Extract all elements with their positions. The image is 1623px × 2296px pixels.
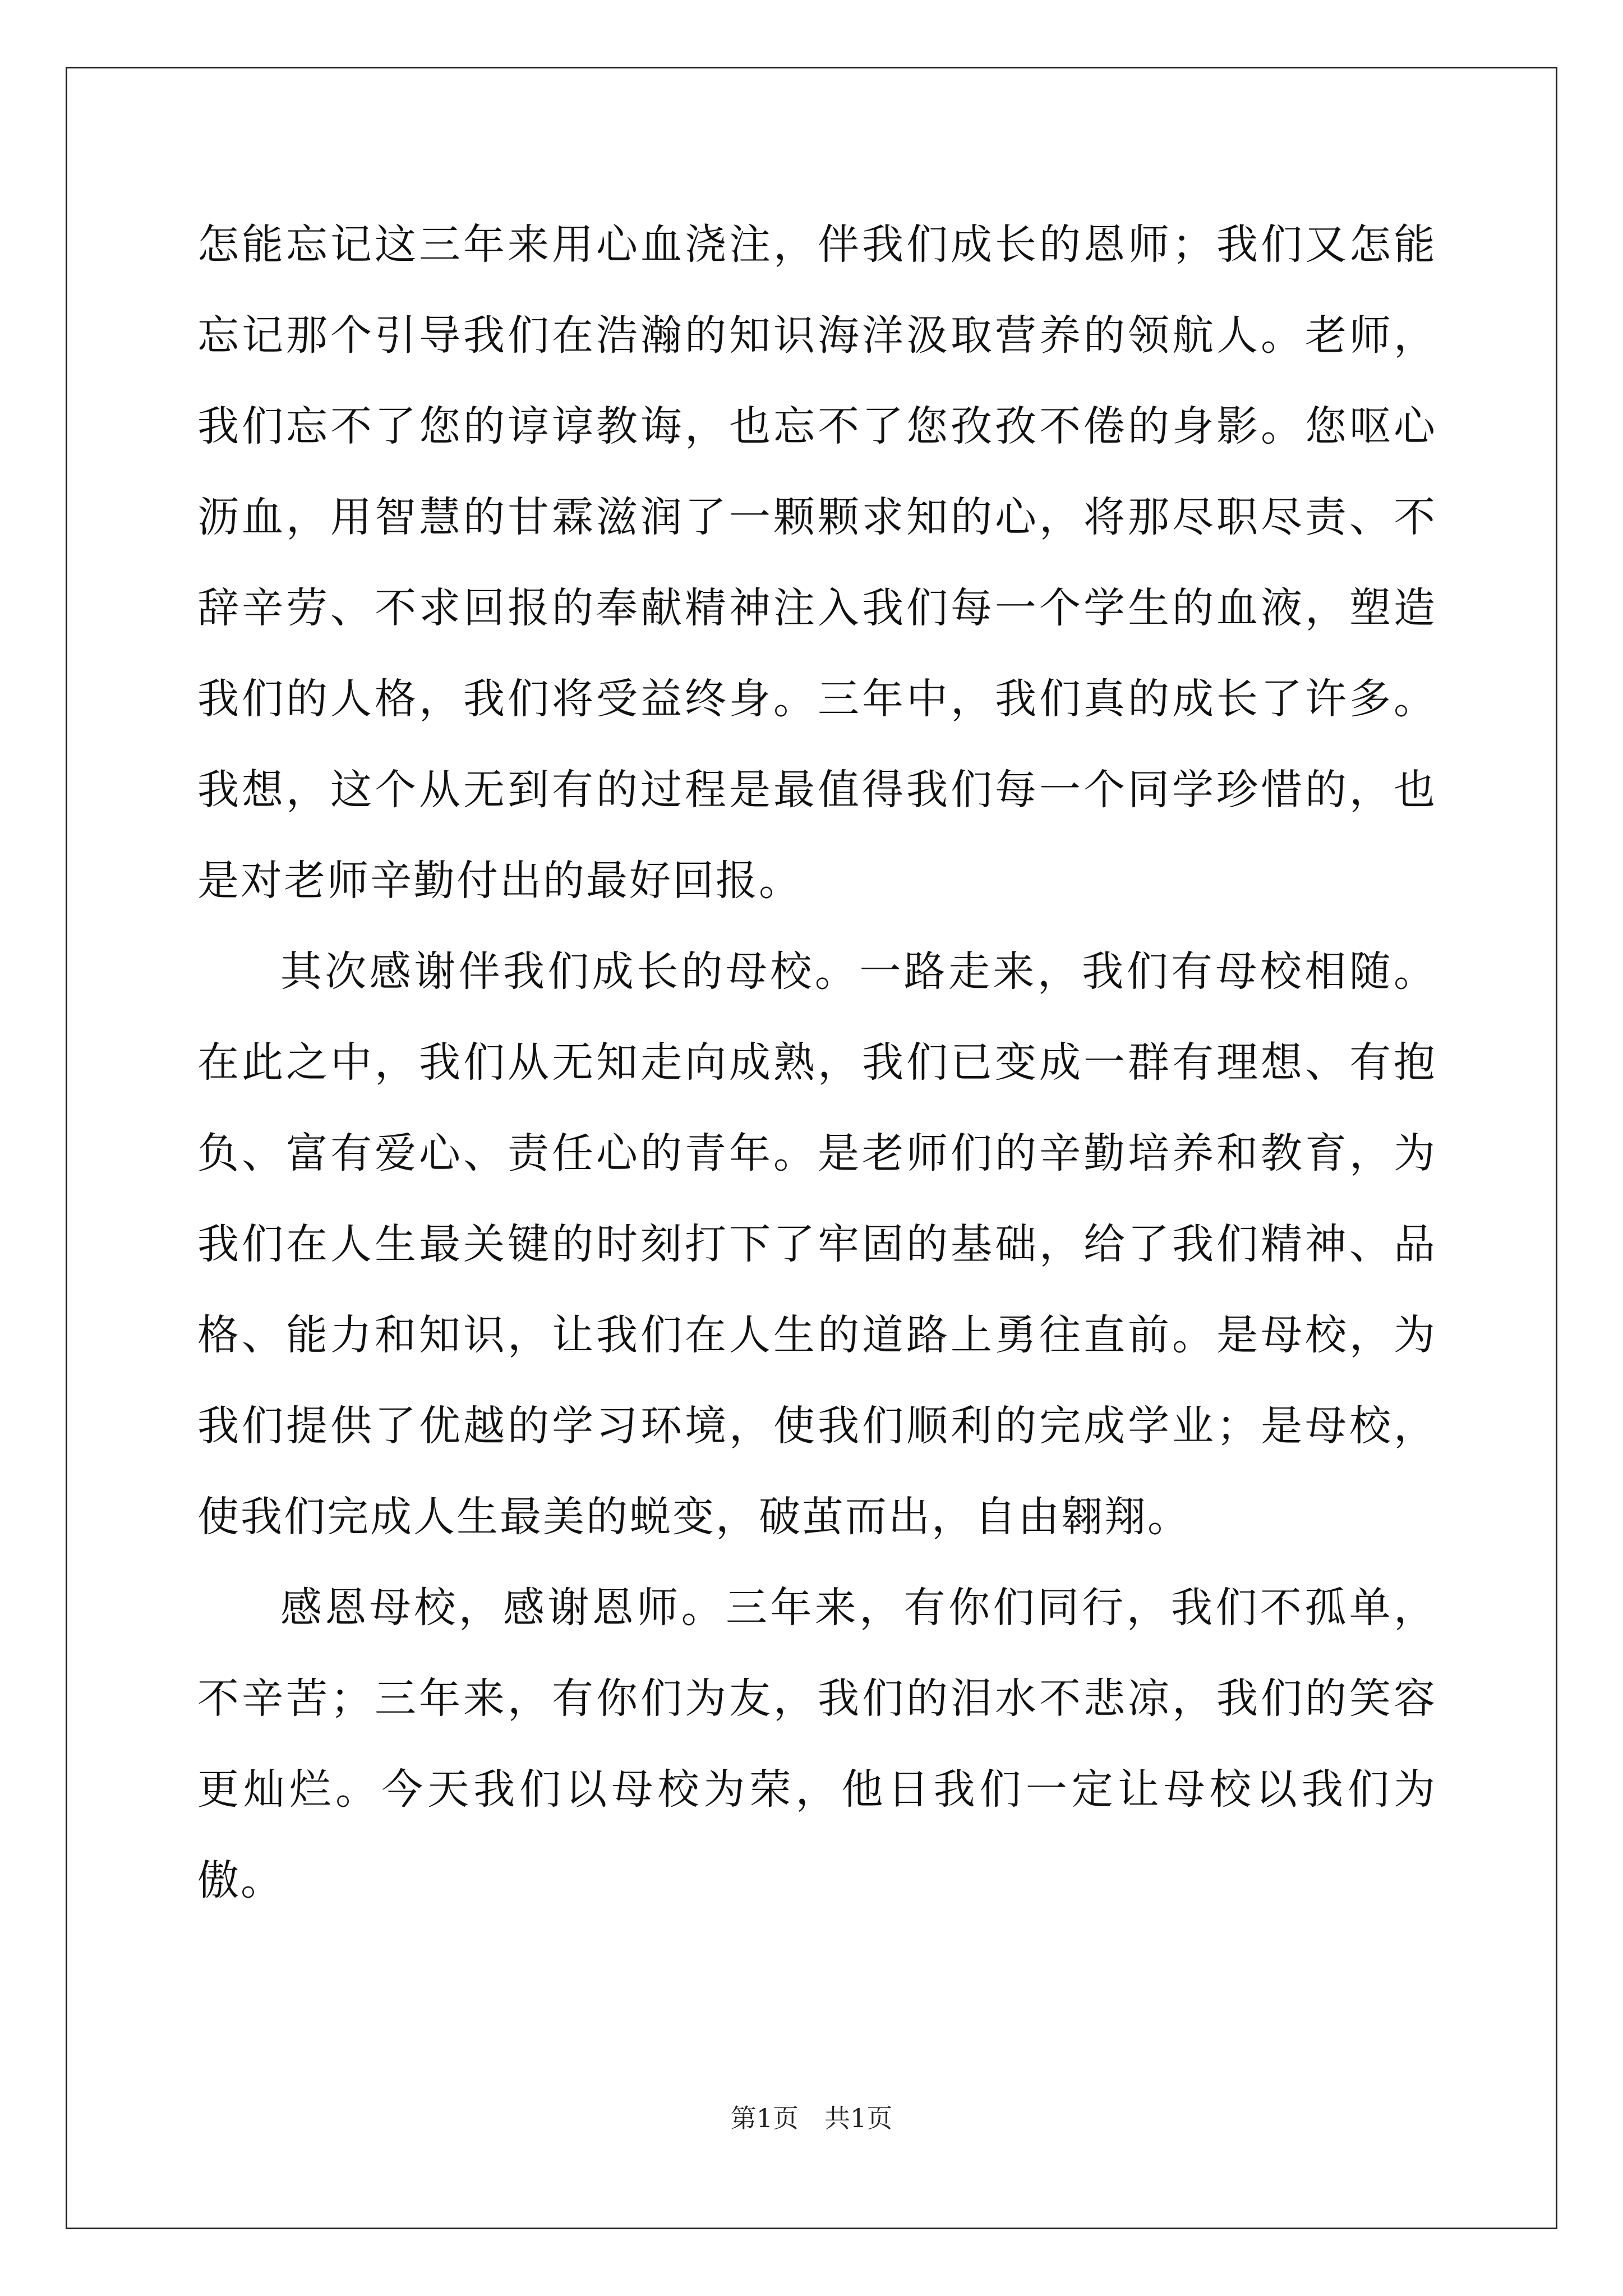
document-body xyxy=(197,199,1437,1926)
paragraph-3: 感恩母校，感谢恩师。三年来，有你们同行，我们不孤单，不辛苦；三年来，有你们为友，我们的泪水不悲凉，我们的笑容更灿烂。今天我们以母校为荣，他日我们一定让母校以我们为傲。 xyxy=(197,1584,1437,1904)
paragraph-2: 其次感谢伴我们成长的母校。一路走来，我们有母校相随。在此之中，我们从无知走向成熟，我们已变成一群有理想、有抱负、富有爱心、责任心的青年。是老师们的辛勤培养和教育，为我们在人生最关键的时刻打下了牢固的基础，给了我们精神、品格、能力和知识，让我们在人生的道路上勇往直前。是母校，为我们提供了优越的学习环境，使我们顺利的完成学业；是母校，使我们完成人生最美的蜕变，破茧而出，自由翱翔。 xyxy=(197,947,1437,1541)
page-number-footer: 第1页 共1页 xyxy=(730,2103,893,2133)
paragraph-1: 怎能忘记这三年来用心血浇注，伴我们成长的恩师；我们又怎能忘记那个引导我们在浩瀚的知识海洋汲取营养的领航人。老师，我们忘不了您的谆谆教诲，也忘不了您孜孜不倦的身影。您呕心沥血，用智慧的甘霖滋润了一颗颗求知的心，将那尽职尽责、不辞辛劳、不求回报的奉献精神注入我们每一个学生的血液，塑造我们的人格，我们将受益终身。三年中，我们真的成长了许多。我想，这个从无到有的过程是最值得我们每一个同学珍惜的，也是对老师辛勤付出的最好回报。 xyxy=(197,220,1437,905)
